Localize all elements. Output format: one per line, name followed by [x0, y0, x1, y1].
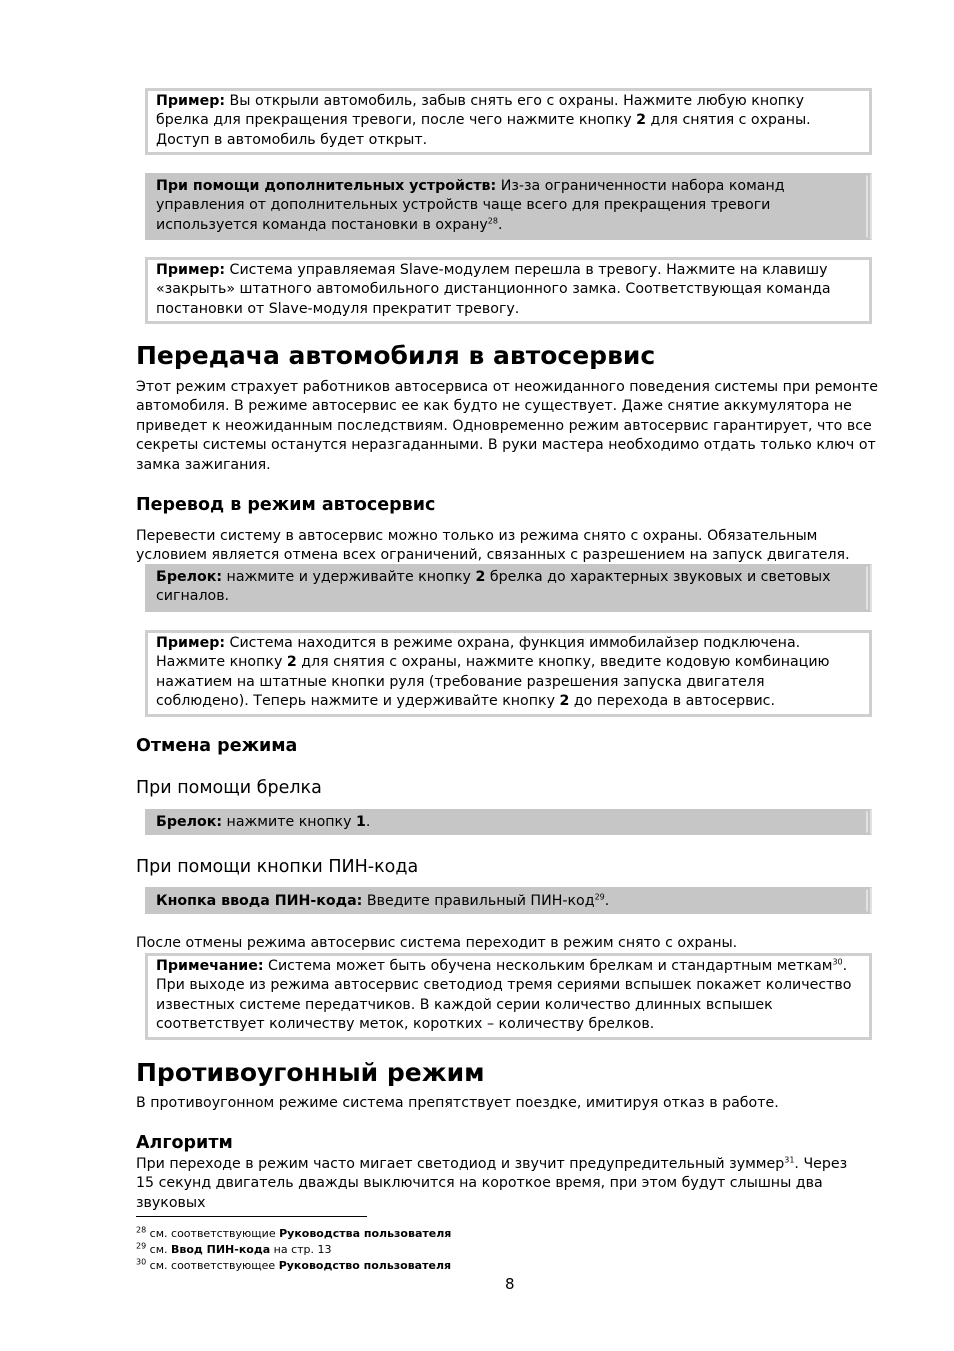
- section-intro: Этот режим страхует работников автосервиса от неожиданного поведения системы при ремонте автомобиля. В режиме автосервис ее как будто не существует. Даже снятие аккумулятора не приведет к неожиданным последствиям. Одновременно режим автосервис гарантирует, что все секреты системы останутся неразгаданными. В руки мастера необходимо отдать только ключ от замка зажигания.: [136, 379, 879, 473]
- footnote-ref[interactable]: 28: [487, 216, 498, 226]
- section-intro: В противоугонном режиме система препятствует поездке, имитируя отказ в работе.: [136, 1095, 779, 1111]
- box-text: Введите правильный ПИН-код: [362, 893, 595, 909]
- footnote-bold: Руководство пользователя: [278, 1259, 452, 1272]
- box-text: Вы открыли автомобиль, забыв снять его с охраны. Нажмите любую кнопку брелка для прекращения тревоги, после чего нажмите кнопку: [156, 93, 805, 129]
- box-text: .: [604, 893, 610, 909]
- box-text: . При выходе из режима автосервис светодиод тремя сериями вспышек покажет количество известных системе передатчиков. В каждой серии количество длинных вспышек соответствует количеству меток, коротких – количеству брелков.: [156, 958, 852, 1033]
- subsection-title-algorithm: Алгоритм: [136, 1133, 233, 1153]
- box-label: Примечание:: [156, 958, 264, 974]
- footnote-separator: [136, 1216, 367, 1217]
- box-label: Кнопка ввода ПИН-кода:: [156, 893, 363, 909]
- footnote: [136, 1226, 451, 1241]
- note-box-transmitters: [145, 953, 872, 1040]
- footnote-tail: на стр. 13: [270, 1243, 332, 1256]
- box-button-number: 2: [636, 112, 647, 129]
- footnote-bold: Ввод ПИН-кода: [171, 1243, 271, 1256]
- box-text: Система находится в режиме охрана, функция иммобилайзер подключена. Нажмите кнопку: [156, 635, 801, 671]
- box-text: нажмите и удерживайте кнопку: [222, 569, 476, 585]
- footnote-text: см.: [146, 1243, 172, 1256]
- subsubsection-title-pin: При помощи кнопки ПИН-кода: [136, 857, 419, 877]
- box-label: Пример:: [156, 635, 226, 651]
- footnote: [136, 1258, 451, 1273]
- box-text: для снятия с охраны. Доступ в автомобиль будет открыт.: [156, 112, 811, 148]
- note-box-additional-devices: [145, 173, 872, 240]
- keyfob-box-enter-service: [145, 564, 872, 612]
- box-text: Из-за ограниченности набора команд управления от дополнительных устройств чаще всего для прекращения тревоги используется команда постановки в охрану: [156, 178, 785, 233]
- example-box-immobilizer: [145, 630, 872, 717]
- subsection-text: [136, 1155, 866, 1213]
- footnote-ref[interactable]: 31: [784, 1155, 795, 1165]
- footnote: [136, 1242, 332, 1257]
- box-label: При помощи дополнительных устройств:: [156, 178, 497, 194]
- pin-box-cancel: [145, 887, 872, 914]
- subsection-title-cancel: Отмена режима: [136, 736, 298, 756]
- subsection-text: Перевести систему в автосервис можно только из режима снято с охраны. Обязательным условием является отмена всех ограничений, связанных с разрешением на запуск двигателя.: [136, 528, 850, 564]
- footnote-ref[interactable]: 29: [594, 892, 605, 902]
- subsection-title-enter-service: Перевод в режим автосервис: [136, 495, 436, 515]
- footnote-bold: Руководства пользователя: [279, 1227, 452, 1240]
- box-text: Система управляемая Slave-модулем перешла в тревогу. Нажмите на клавишу «закрыть» штатного автомобильного дистанционного замка. Соответствующая команда постановки от Slave-модуля прекратит тревогу.: [156, 262, 831, 317]
- section-title-antitheft: Противоугонный режим: [136, 1058, 485, 1087]
- box-text: Система может быть обучена нескольким брелкам и стандартным меткам: [263, 958, 833, 974]
- subsubsection-title-keyfob: При помощи брелка: [136, 778, 322, 798]
- footnote-text: см. соответствующие: [146, 1227, 280, 1240]
- box-button-number: 2: [559, 693, 570, 710]
- example-box-slave: [145, 257, 872, 324]
- box-label: Брелок:: [156, 814, 223, 830]
- box-button-number: 2: [286, 654, 297, 671]
- footnote-ref[interactable]: 30: [832, 957, 843, 967]
- footnote-number: 28: [136, 1225, 147, 1235]
- box-text: для снятия с охраны, нажмите кнопку, введите кодовую комбинацию нажатием на штатные кнопки руля (требование разрешения запуска двигателя соблюдено). Теперь нажмите и удерживайте кнопку: [156, 654, 830, 710]
- algorithm-text: . Через 15 секунд двигатель дважды выключится на короткое время, при этом будут слышны два звуковых: [136, 1156, 848, 1211]
- footnote-text: см. соответствующее: [146, 1259, 279, 1272]
- page-number: 8: [505, 1275, 515, 1293]
- box-text: .: [365, 814, 371, 830]
- section-title-service: Передача автомобиля в автосервис: [136, 341, 656, 370]
- box-label: Пример:: [156, 262, 226, 278]
- after-cancel-text: После отмены режима автосервис система переходит в режим снято с охраны.: [136, 935, 738, 951]
- box-text: до перехода в автосервис.: [569, 693, 775, 710]
- algorithm-text: При переходе в режим часто мигает светодиод и звучит предупредительный зуммер: [136, 1156, 785, 1172]
- example-box-alarm-stop: [145, 88, 872, 155]
- keyfob-box-cancel: [145, 809, 872, 835]
- footnote-number: 29: [136, 1241, 147, 1251]
- box-button-number: 2: [475, 569, 486, 585]
- footnote-number: 30: [136, 1257, 147, 1267]
- box-text: брелка до характерных звуковых и световых сигналов.: [156, 569, 831, 605]
- box-label: Пример:: [156, 93, 226, 109]
- box-button-number: 1: [356, 814, 366, 830]
- box-text: .: [497, 216, 503, 233]
- box-text: нажмите кнопку: [222, 814, 357, 830]
- box-label: Брелок:: [156, 569, 223, 585]
